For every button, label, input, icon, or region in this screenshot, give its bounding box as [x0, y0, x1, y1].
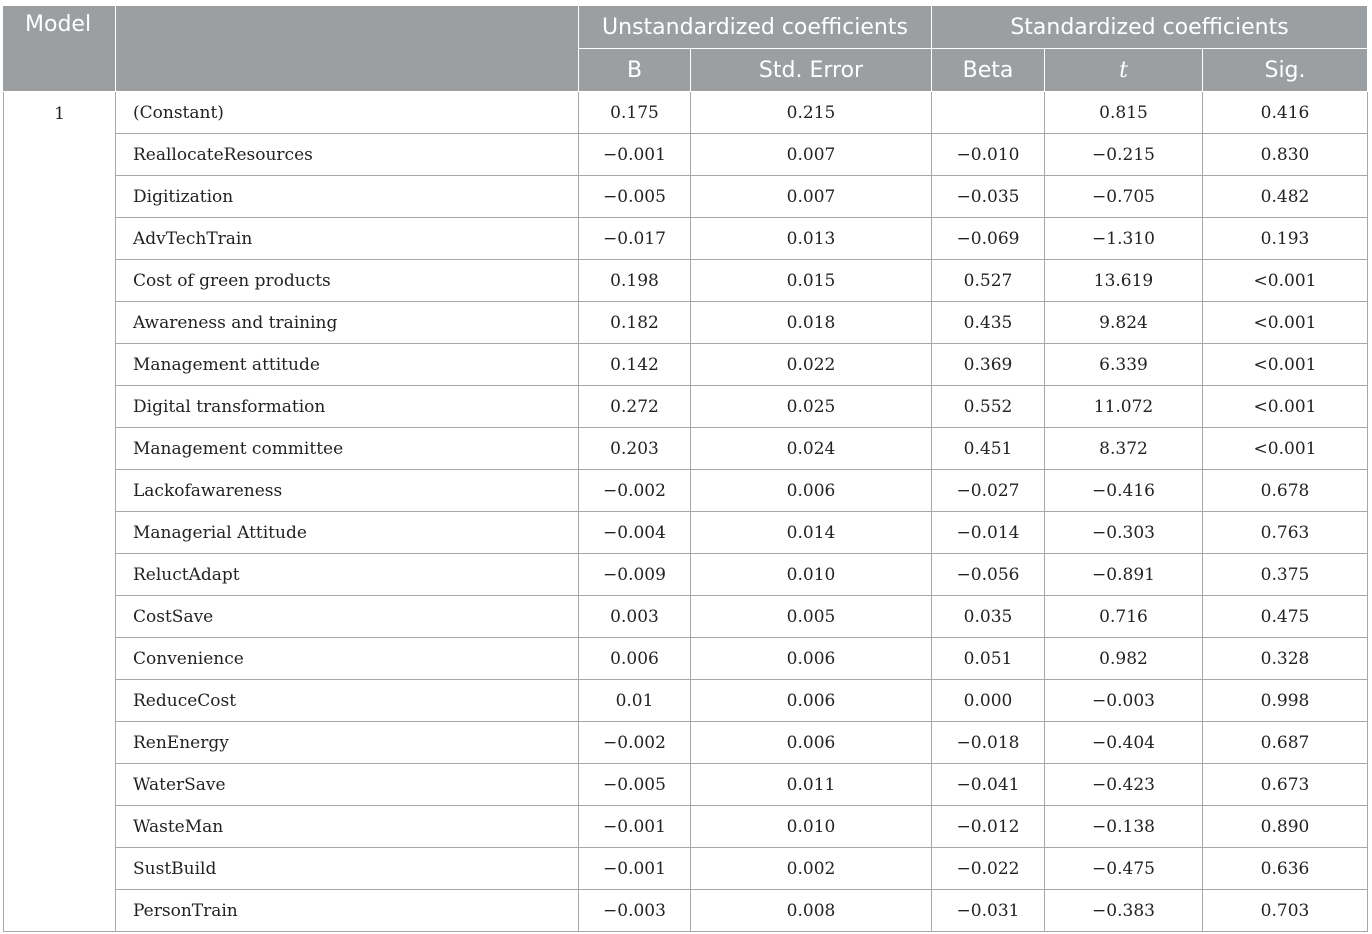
t-cell: −0.215: [1045, 134, 1203, 176]
sig-cell: 0.678: [1203, 470, 1368, 512]
b-cell: −0.004: [579, 512, 691, 554]
t-cell: 9.824: [1045, 302, 1203, 344]
coefficients-table: [3, 5, 1368, 932]
sig-cell: 0.475: [1203, 596, 1368, 638]
sig-cell: 0.673: [1203, 764, 1368, 806]
variable-cell: WasteMan: [116, 806, 579, 848]
beta-cell: −0.056: [932, 554, 1045, 596]
variable-cell: ReluctAdapt: [116, 554, 579, 596]
t-header: t: [1045, 49, 1203, 92]
sig-cell: 0.890: [1203, 806, 1368, 848]
sig-cell: 0.703: [1203, 890, 1368, 932]
table-row: [4, 554, 1368, 596]
variable-cell: (Constant): [116, 92, 579, 134]
table-body: [4, 92, 1368, 932]
b-cell: 0.003: [579, 596, 691, 638]
b-cell: −0.002: [579, 722, 691, 764]
variable-cell: RenEnergy: [116, 722, 579, 764]
table-row: [4, 218, 1368, 260]
std-error-cell: 0.018: [691, 302, 932, 344]
beta-cell: 0.435: [932, 302, 1045, 344]
t-cell: 11.072: [1045, 386, 1203, 428]
sig-cell: 0.830: [1203, 134, 1368, 176]
beta-cell: −0.012: [932, 806, 1045, 848]
sig-cell: 0.687: [1203, 722, 1368, 764]
variable-cell: AdvTechTrain: [116, 218, 579, 260]
t-cell: 8.372: [1045, 428, 1203, 470]
b-cell: 0.198: [579, 260, 691, 302]
std-error-cell: 0.006: [691, 470, 932, 512]
variable-cell: ReduceCost: [116, 680, 579, 722]
b-cell: −0.001: [579, 134, 691, 176]
sig-header: Sig.: [1203, 49, 1368, 92]
sig-cell: 0.375: [1203, 554, 1368, 596]
beta-cell: 0.369: [932, 344, 1045, 386]
std-error-cell: 0.006: [691, 638, 932, 680]
t-cell: 6.339: [1045, 344, 1203, 386]
std-error-cell: 0.215: [691, 92, 932, 134]
sig-cell: <0.001: [1203, 428, 1368, 470]
variable-cell: SustBuild: [116, 848, 579, 890]
unstandardized-header: Unstandardized coefficients: [579, 6, 932, 49]
b-cell: −0.005: [579, 176, 691, 218]
std-error-cell: 0.006: [691, 680, 932, 722]
variable-cell: WaterSave: [116, 764, 579, 806]
sig-cell: <0.001: [1203, 302, 1368, 344]
variable-header: [116, 6, 579, 92]
std-error-cell: 0.002: [691, 848, 932, 890]
table-row: [4, 134, 1368, 176]
t-cell: −0.416: [1045, 470, 1203, 512]
t-cell: 0.716: [1045, 596, 1203, 638]
table-row: [4, 638, 1368, 680]
model-number-cell: 1: [4, 92, 116, 932]
b-cell: 0.006: [579, 638, 691, 680]
table-row: [4, 302, 1368, 344]
table-row: [4, 428, 1368, 470]
t-cell: −0.003: [1045, 680, 1203, 722]
t-cell: −0.138: [1045, 806, 1203, 848]
sig-cell: 0.763: [1203, 512, 1368, 554]
t-cell: −0.303: [1045, 512, 1203, 554]
t-cell: −0.705: [1045, 176, 1203, 218]
b-cell: 0.01: [579, 680, 691, 722]
std-error-cell: 0.011: [691, 764, 932, 806]
std-error-cell: 0.007: [691, 134, 932, 176]
variable-cell: Awareness and training: [116, 302, 579, 344]
std-error-cell: 0.010: [691, 554, 932, 596]
table-row: [4, 344, 1368, 386]
sig-cell: <0.001: [1203, 260, 1368, 302]
variable-cell: Digitization: [116, 176, 579, 218]
t-cell: −0.383: [1045, 890, 1203, 932]
b-header: B: [579, 49, 691, 92]
sig-cell: 0.998: [1203, 680, 1368, 722]
variable-cell: Cost of green products: [116, 260, 579, 302]
std-error-cell: 0.025: [691, 386, 932, 428]
b-cell: −0.009: [579, 554, 691, 596]
std-error-cell: 0.015: [691, 260, 932, 302]
variable-cell: Digital transformation: [116, 386, 579, 428]
beta-cell: −0.010: [932, 134, 1045, 176]
b-cell: −0.001: [579, 806, 691, 848]
t-cell: −1.310: [1045, 218, 1203, 260]
std-error-cell: 0.014: [691, 512, 932, 554]
beta-cell: −0.022: [932, 848, 1045, 890]
variable-cell: Management committee: [116, 428, 579, 470]
std-error-cell: 0.010: [691, 806, 932, 848]
sig-cell: 0.636: [1203, 848, 1368, 890]
beta-cell: −0.041: [932, 764, 1045, 806]
beta-cell: −0.014: [932, 512, 1045, 554]
sig-cell: <0.001: [1203, 344, 1368, 386]
beta-header: Beta: [932, 49, 1045, 92]
variable-cell: CostSave: [116, 596, 579, 638]
std-error-cell: 0.007: [691, 176, 932, 218]
std-error-cell: 0.006: [691, 722, 932, 764]
beta-cell: −0.069: [932, 218, 1045, 260]
t-cell: −0.475: [1045, 848, 1203, 890]
std-error-cell: 0.022: [691, 344, 932, 386]
table-row: [4, 260, 1368, 302]
table-row: [4, 386, 1368, 428]
model-header: Model: [4, 6, 116, 92]
std-error-header: Std. Error: [691, 49, 932, 92]
t-cell: 0.982: [1045, 638, 1203, 680]
std-error-cell: 0.008: [691, 890, 932, 932]
table-row: [4, 680, 1368, 722]
beta-cell: 0.552: [932, 386, 1045, 428]
table-row: [4, 848, 1368, 890]
b-cell: −0.002: [579, 470, 691, 512]
sig-cell: 0.328: [1203, 638, 1368, 680]
beta-cell: 0.035: [932, 596, 1045, 638]
table-row: [4, 764, 1368, 806]
beta-cell: 0.527: [932, 260, 1045, 302]
t-cell: 0.815: [1045, 92, 1203, 134]
b-cell: 0.175: [579, 92, 691, 134]
t-cell: −0.423: [1045, 764, 1203, 806]
table-row: [4, 596, 1368, 638]
variable-cell: Managerial Attitude: [116, 512, 579, 554]
b-cell: −0.005: [579, 764, 691, 806]
beta-cell: −0.031: [932, 890, 1045, 932]
t-cell: −0.404: [1045, 722, 1203, 764]
variable-cell: Management attitude: [116, 344, 579, 386]
sig-cell: 0.416: [1203, 92, 1368, 134]
std-error-cell: 0.013: [691, 218, 932, 260]
std-error-cell: 0.024: [691, 428, 932, 470]
sig-cell: <0.001: [1203, 386, 1368, 428]
beta-cell: −0.027: [932, 470, 1045, 512]
b-cell: −0.001: [579, 848, 691, 890]
beta-cell: 0.451: [932, 428, 1045, 470]
beta-cell: −0.035: [932, 176, 1045, 218]
beta-cell: −0.018: [932, 722, 1045, 764]
b-cell: 0.272: [579, 386, 691, 428]
b-cell: 0.182: [579, 302, 691, 344]
sig-cell: 0.193: [1203, 218, 1368, 260]
table-row: [4, 470, 1368, 512]
b-cell: 0.203: [579, 428, 691, 470]
standardized-header: Standardized coefficients: [932, 6, 1368, 49]
t-cell: 13.619: [1045, 260, 1203, 302]
table-row: [4, 890, 1368, 932]
std-error-cell: 0.005: [691, 596, 932, 638]
table-row: [4, 176, 1368, 218]
b-cell: 0.142: [579, 344, 691, 386]
b-cell: −0.017: [579, 218, 691, 260]
variable-cell: Lackofawareness: [116, 470, 579, 512]
beta-cell: 0.000: [932, 680, 1045, 722]
variable-cell: ReallocateResources: [116, 134, 579, 176]
table-row: [4, 722, 1368, 764]
table-row: [4, 512, 1368, 554]
t-cell: −0.891: [1045, 554, 1203, 596]
table-row: [4, 92, 1368, 134]
table-row: [4, 806, 1368, 848]
variable-cell: PersonTrain: [116, 890, 579, 932]
b-cell: −0.003: [579, 890, 691, 932]
sig-cell: 0.482: [1203, 176, 1368, 218]
beta-cell: 0.051: [932, 638, 1045, 680]
beta-cell: [932, 92, 1045, 134]
table-header: [4, 6, 1368, 92]
variable-cell: Convenience: [116, 638, 579, 680]
